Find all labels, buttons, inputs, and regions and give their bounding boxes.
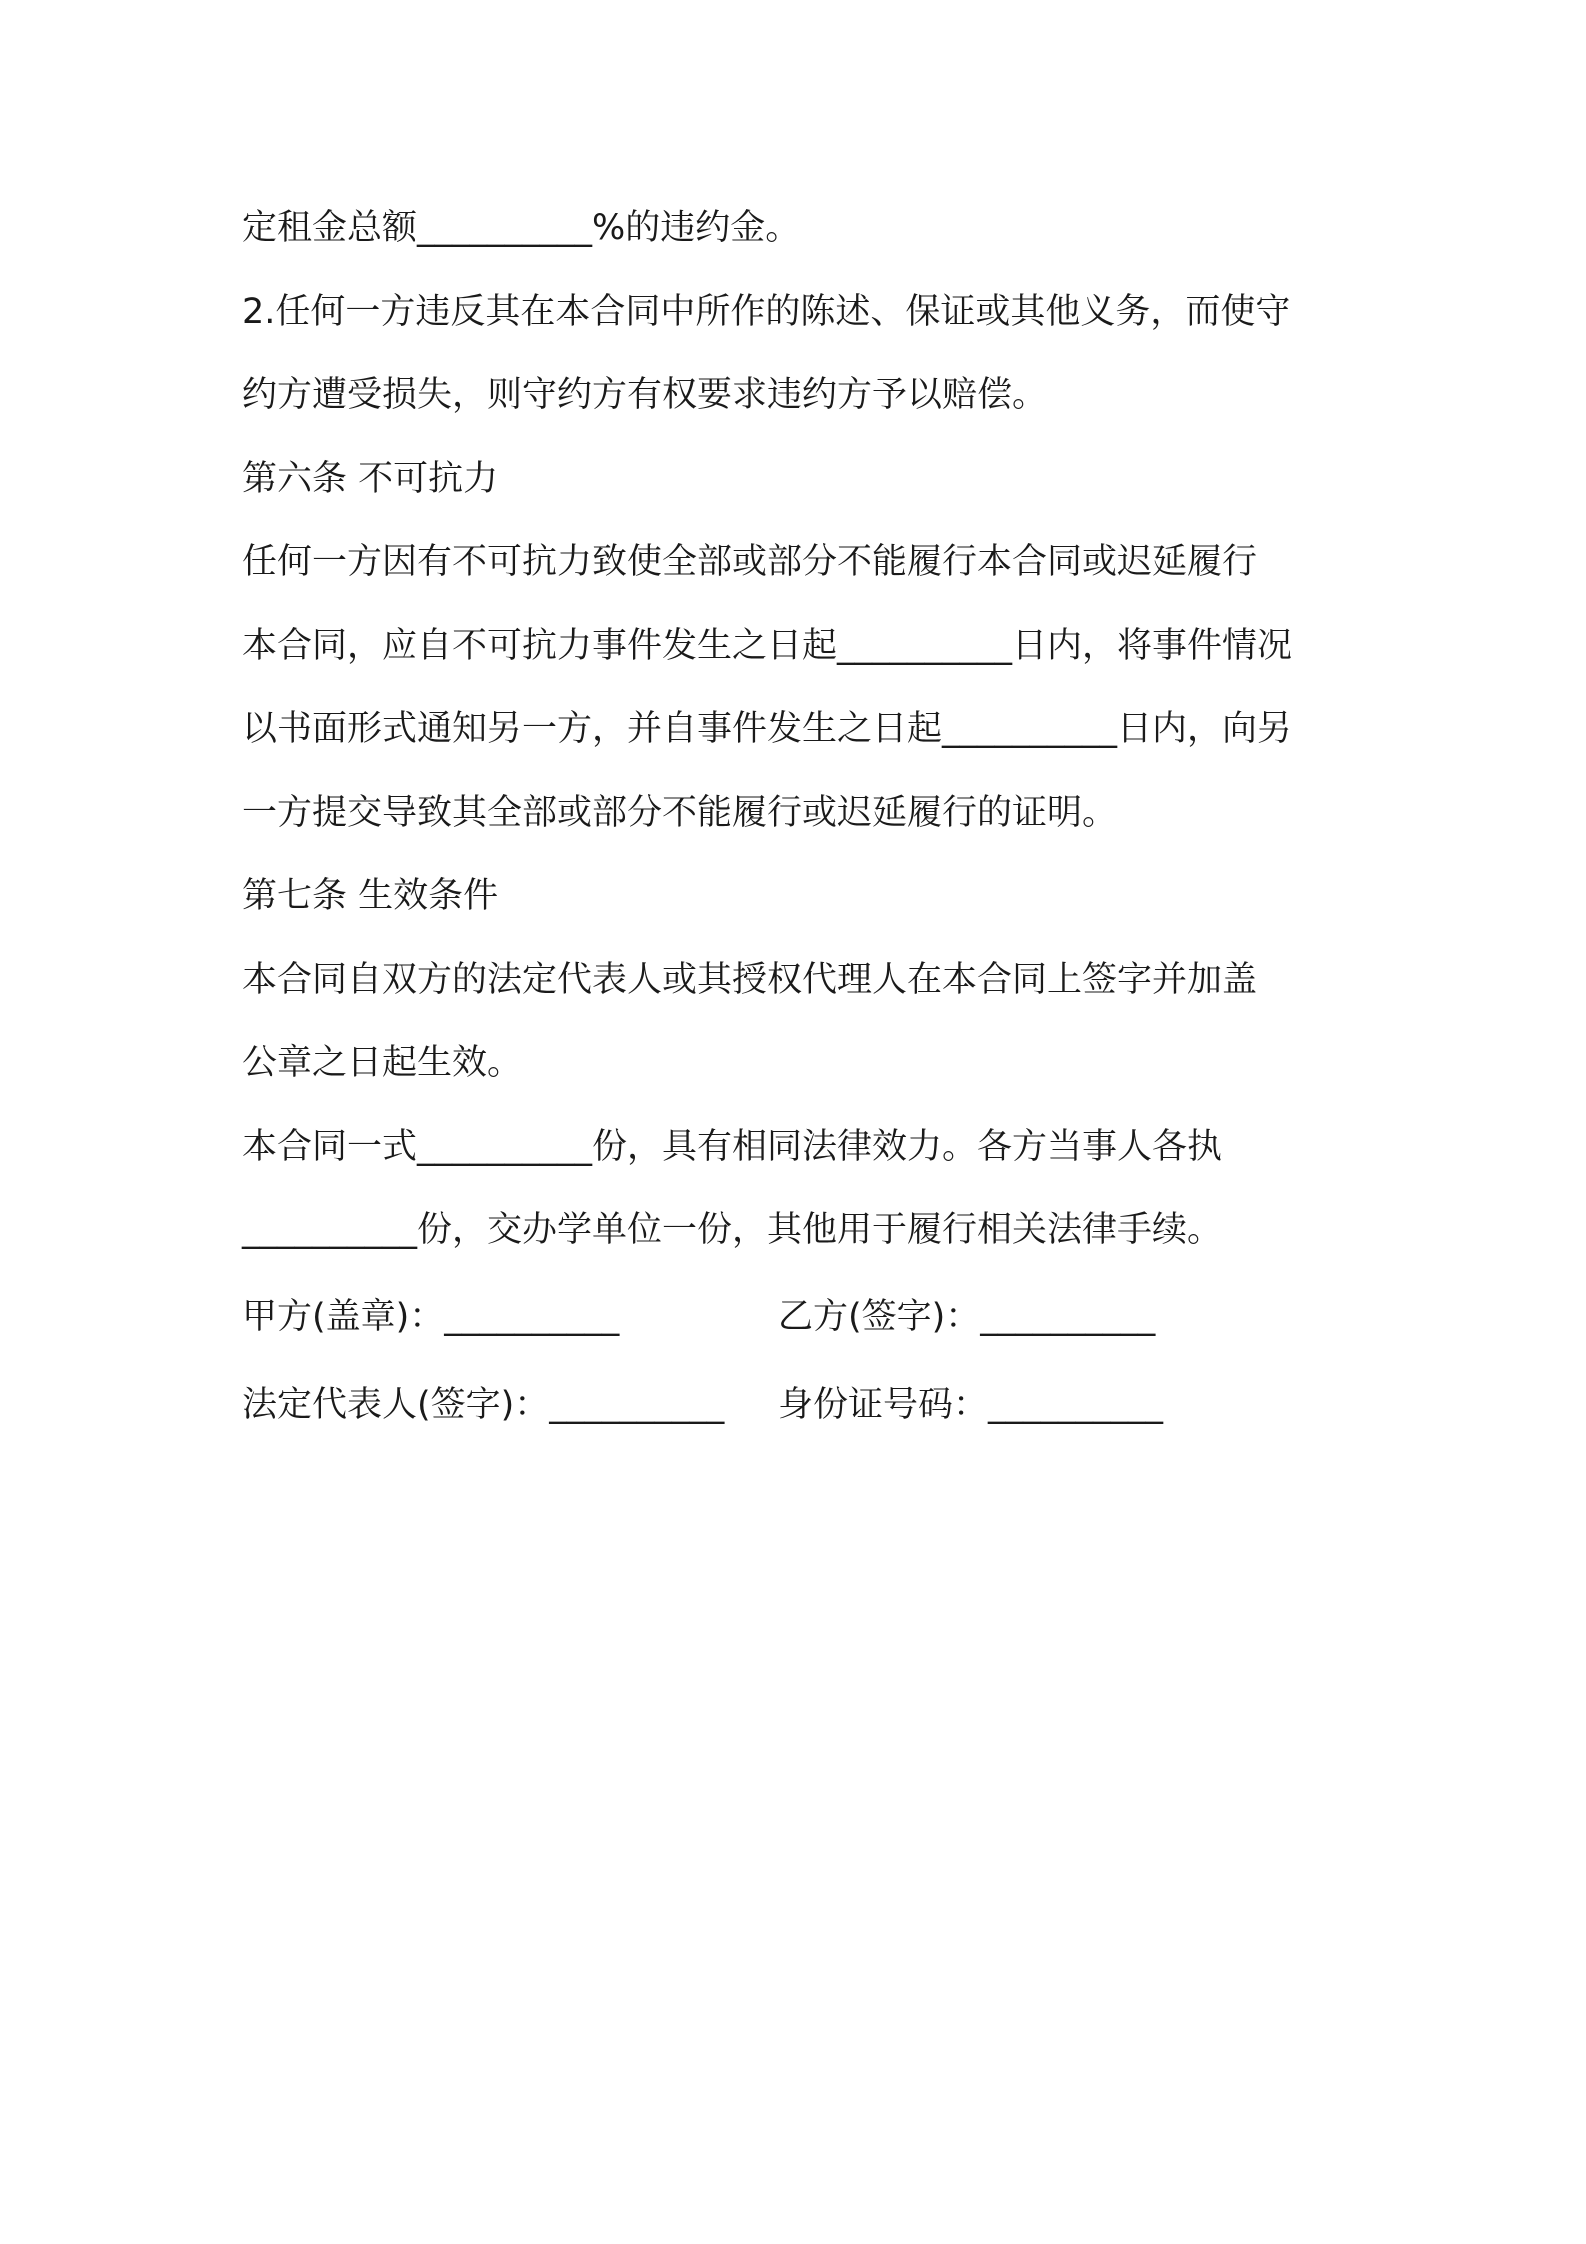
effectiveness-line-2: 公章之日起生效。: [242, 1043, 523, 1083]
force-majeure-line-3: 以书面形式通知另一方，并自事件发生之日起__________日内，向另: [242, 709, 1293, 749]
breach-clause-line-2: 约方遭受损失，则守约方有权要求违约方予以赔偿。: [242, 375, 1048, 415]
id-number-line: 身份证号码：__________: [778, 1385, 1164, 1425]
article-seven-heading: 第七条 生效条件: [242, 876, 499, 916]
party-b-signature-line: 乙方(签字)：__________: [778, 1297, 1156, 1337]
force-majeure-line-2: 本合同，应自不可抗力事件发生之日起__________日内，将事件情况: [242, 626, 1293, 666]
breach-clause-line-1: 2.任何一方违反其在本合同中所作的陈述、保证或其他义务，而使守: [242, 292, 1291, 332]
effectiveness-line-1: 本合同自双方的法定代表人或其授权代理人在本合同上签字并加盖: [242, 960, 1258, 1000]
penalty-clause-end: 定租金总额__________%的违约金。: [242, 208, 801, 248]
legal-representative-line: 法定代表人(签字)：__________: [242, 1385, 725, 1425]
copies-line-2: __________份，交办学单位一份，其他用于履行相关法律手续。: [242, 1210, 1223, 1250]
party-a-seal-line: 甲方(盖章)：__________: [242, 1297, 620, 1337]
force-majeure-line-4: 一方提交导致其全部或部分不能履行或迟延履行的证明。: [242, 793, 1118, 833]
force-majeure-line-1: 任何一方因有不可抗力致使全部或部分不能履行本合同或迟延履行: [242, 542, 1258, 582]
article-six-heading: 第六条 不可抗力: [242, 459, 499, 499]
copies-line-1: 本合同一式__________份，具有相同法律效力。各方当事人各执: [242, 1127, 1223, 1167]
